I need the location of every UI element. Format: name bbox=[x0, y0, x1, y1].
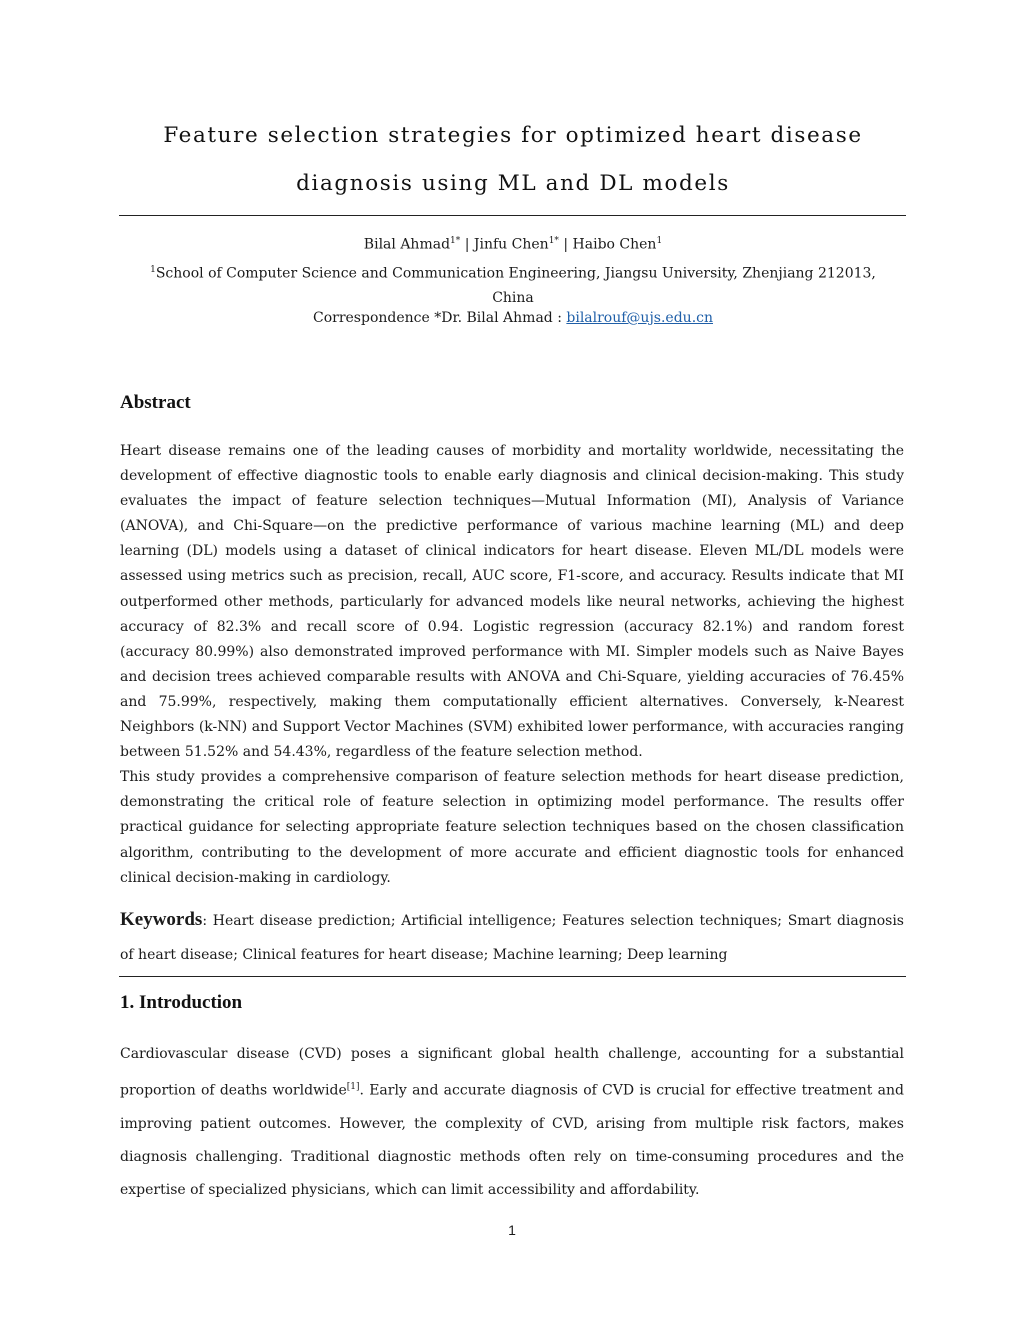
introduction-body bbox=[120, 1038, 904, 1207]
correspondence bbox=[120, 306, 906, 330]
affiliation-text: School of Computer Science and Communication Engineering, Jiangsu University, Zhenjiang 212013, China bbox=[155, 265, 876, 306]
author-separator: | bbox=[558, 236, 573, 253]
abstract-paragraph: This study provides a comprehensive comparison of feature selection methods for heart disease prediction, demonstrating the critical role of feature selection in optimizing model performance. The results offer practical guidance for selecting appropriate feature selection techniques based on the chosen classification algorithm, contributing to the development of more accurate and efficient diagnostic tools for enhanced clinical decision-making in cardiology. bbox=[120, 769, 904, 886]
introduction-text: Cardiovascular disease (CVD) poses a significant global health challenge, accounting for a substantial proportion of deaths worldwide bbox=[120, 1046, 904, 1099]
author-affiliation-mark: 1* bbox=[548, 236, 559, 246]
abstract-heading: Abstract bbox=[120, 392, 191, 413]
paper-title: Feature selection strategies for optimized heart disease diagnosis using ML and DL models bbox=[163, 123, 863, 196]
author-affiliation-mark: 1* bbox=[450, 236, 461, 246]
keywords-label: Keywords bbox=[120, 909, 203, 930]
correspondence-email-link[interactable]: bilalrouf@ujs.edu.cn bbox=[566, 310, 713, 326]
author-name: Jinfu Chen bbox=[473, 236, 549, 253]
author-list bbox=[120, 229, 906, 257]
author-name: Haibo Chen bbox=[572, 236, 657, 253]
citation-link[interactable]: [1] bbox=[346, 1082, 360, 1092]
affiliation bbox=[130, 258, 896, 310]
introduction-text: . Early and accurate diagnosis of CVD is crucial for effective treatment and improving patient outcomes. However, the complexity of CVD, arising from multiple risk factors, makes diagnosis challenging. Traditional diagnostic methods often rely on time-consuming procedures and the expertise of specialized physicians, which can limit accessibility and affordability. bbox=[120, 1082, 904, 1198]
correspondence-label: Correspondence *Dr. Bilal Ahmad : bbox=[313, 310, 567, 326]
keywords-text: : Heart disease prediction; Artificial intelligence; Features selection techniques; Smart diagnosis of heart disease; Clinical features for heart disease; Machine learning; Deep learning bbox=[120, 913, 904, 963]
affiliation-marker: 1 bbox=[150, 265, 156, 275]
page-number: 1 bbox=[508, 1222, 516, 1238]
keywords-rule bbox=[119, 976, 906, 977]
abstract-body bbox=[120, 439, 904, 891]
author-affiliation-mark: 1 bbox=[656, 236, 663, 246]
section-heading-introduction: 1. Introduction bbox=[120, 992, 243, 1013]
abstract-paragraph: Heart disease remains one of the leading causes of morbidity and mortality worldwide, necessitating the development of effective diagnostic tools to enable early diagnosis and clinical decision-making. This study evaluates the impact of feature selection techniques—Mutual Information (MI), Analysis of Variance (ANOVA), and Chi-Square—on the predictive performance of various machine learning (ML) and deep learning (DL) models using a dataset of clinical indicators for heart disease. Eleven ML/DL models were assessed using metrics such as precision, recall, AUC score, F1-score, and accuracy. Results indicate that MI outperformed other methods, particularly for advanced models like neural networks, achieving the highest accuracy of 82.3% and recall score of 0.94. Logistic regression (accuracy 82.1%) and random forest (accuracy 80.99%) also demonstrated improved performance with MI. Simpler models such as Naive Bayes and decision trees achieved comparable results with ANOVA and Chi-Square, yielding accuracies of 76.45% and 75.99%, respectively, making them computationally efficient alternatives. Conversely, k-Nearest Neighbors (k-NN) and Support Vector Machines (SVM) exhibited lower performance, with accuracies ranging between 51.52% and 54.43%, regardless of the feature selection method. bbox=[120, 443, 904, 761]
title-rule bbox=[119, 215, 906, 216]
author-separator: | bbox=[460, 236, 474, 253]
author-name: Bilal Ahmad bbox=[363, 236, 451, 253]
keywords bbox=[120, 903, 904, 972]
